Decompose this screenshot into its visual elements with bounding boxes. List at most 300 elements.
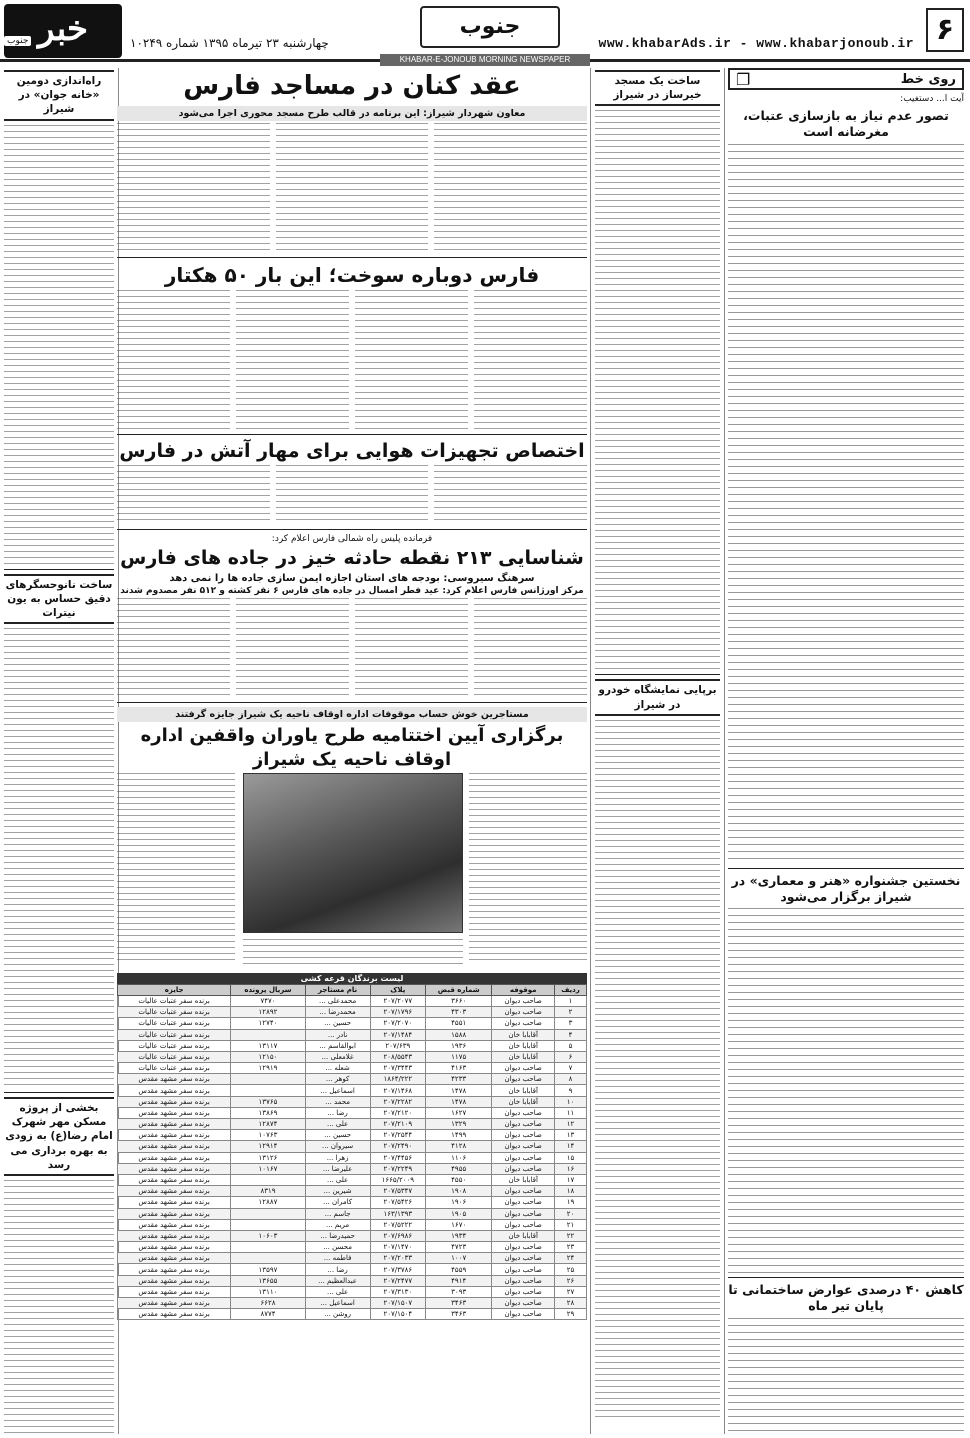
table-cell: برنده سفر مشهد مقدس <box>118 1141 231 1152</box>
table-cell: صاحب دیوان <box>492 1219 555 1230</box>
table-cell: اسماعیل ... <box>305 1298 370 1309</box>
table-row <box>118 1051 587 1062</box>
table-cell: ۱۹ <box>555 1197 587 1208</box>
table-cell: آقابابا خان <box>492 1085 555 1096</box>
table-cell: برنده سفر مشهد مقدس <box>118 1275 231 1286</box>
article-body <box>595 110 720 670</box>
article-body <box>4 125 114 565</box>
table-cell <box>231 1074 305 1085</box>
table-cell: ۳۴۶۳ <box>426 1309 492 1320</box>
table-cell: ۱۱۷۵ <box>426 1051 492 1062</box>
table-cell: ۱۱ <box>555 1107 587 1118</box>
article-title: نخستین جشنواره «هنر و معماری» در شیراز برگزار می‌شود <box>731 872 961 904</box>
table-cell: برنده سفر مشهد مقدس <box>118 1186 231 1197</box>
article-title: راه‌اندازی دومین «خانه جوان» در شیراز <box>4 70 114 121</box>
table-cell: ۱۰۷۶۳ <box>231 1130 305 1141</box>
narrow-column <box>595 68 720 1434</box>
table-cell: صاحب دیوان <box>492 1018 555 1029</box>
table-cell: ۲۰۷/۲۵۴۴ <box>370 1130 425 1141</box>
table-cell: عبدالعظیم ... <box>305 1275 370 1286</box>
table-row <box>118 1119 587 1130</box>
table-cell: ۲۴ <box>555 1253 587 1264</box>
table-cell: ۲۰۷/۲۱۰۹ <box>370 1119 425 1130</box>
table-cell: حسین ... <box>305 1130 370 1141</box>
table-cell: اسماعیل ... <box>305 1085 370 1096</box>
table-cell: ۲۰۷/۳۱۳۰ <box>370 1286 425 1297</box>
table-cell: ۱۹۰۵ <box>426 1208 492 1219</box>
headline-kicker: فرمانده پلیس راه شمالی فارس اعلام کرد: <box>271 534 433 545</box>
table-cell: ۴۳۰۳ <box>426 1007 492 1018</box>
table-cell <box>231 1085 305 1096</box>
table-cell: برنده سفر مشهد مقدس <box>118 1174 231 1185</box>
table-cell: ۲۰۷/۳۷۸۶ <box>370 1264 425 1275</box>
table-cell: ۴۹۵۵ <box>426 1163 492 1174</box>
article-body <box>117 465 587 525</box>
headline-kicker: مستاجرین خوش حساب موقوفات اداره اوقاف ناحیه یک شیراز جایزه گرفتند <box>117 707 587 722</box>
table-cell: آقابابا خان <box>492 1051 555 1062</box>
table-cell: آقابابا خان <box>492 1040 555 1051</box>
table-cell: صاحب دیوان <box>492 1141 555 1152</box>
table-cell: ۲۰۷/۳۴۴۳ <box>370 1063 425 1074</box>
table-cell: ۲۱ <box>555 1219 587 1230</box>
table-cell: ۲۰۷/۱۷۹۶ <box>370 1007 425 1018</box>
table-cell: ۲۰۷/۲۲۴۹ <box>370 1163 425 1174</box>
table-cell: ۲۰۷/۲۲۸۲ <box>370 1096 425 1107</box>
table-header: جایزه <box>118 984 231 995</box>
table-cell: ۱۴۹۹ <box>426 1130 492 1141</box>
article-body <box>4 1180 114 1434</box>
table-cell: ۱۳۶۵۵ <box>231 1275 305 1286</box>
table-cell: آقابابا خان <box>492 1174 555 1185</box>
column-divider <box>590 68 591 1434</box>
table-cell: ۴۷۲۳ <box>426 1242 492 1253</box>
table-row <box>118 1018 587 1029</box>
table-cell: ۲۰۷/۲۰۳۳ <box>370 1253 425 1264</box>
table-cell: صاحب دیوان <box>492 1007 555 1018</box>
document-icon: ❐ <box>736 69 751 89</box>
table-cell: علی ... <box>305 1119 370 1130</box>
strapline: KHABAR-E-JONOUB MORNING NEWSPAPER <box>380 54 590 66</box>
table-cell: ۲۰۷/۱۵۰۷ <box>370 1298 425 1309</box>
awqaf-article <box>117 773 587 973</box>
table-cell: ۲۲ <box>555 1230 587 1241</box>
table-cell: برنده سفر مشهد مقدس <box>118 1298 231 1309</box>
table-row <box>118 1253 587 1264</box>
table-cell: برنده سفر عتبات عالیات <box>118 1018 231 1029</box>
table-cell: صاحب دیوان <box>492 1152 555 1163</box>
table-row <box>118 1208 587 1219</box>
table-cell: ۸۷۷۴ <box>231 1309 305 1320</box>
table-cell: ۲۰۷/۶۹۸۶ <box>370 1230 425 1241</box>
table-cell: برنده سفر مشهد مقدس <box>118 1264 231 1275</box>
table-row <box>118 1219 587 1230</box>
table-cell: ۲۰۸/۵۵۴۳ <box>370 1051 425 1062</box>
table-row <box>118 1242 587 1253</box>
table-header: شماره قبض <box>426 984 492 995</box>
table-cell: ۱۶ <box>555 1163 587 1174</box>
table-cell <box>231 1208 305 1219</box>
table-cell: ۴۱۶۳ <box>426 1063 492 1074</box>
table-cell: روشن ... <box>305 1309 370 1320</box>
article-body <box>117 598 587 698</box>
table-cell: صاحب دیوان <box>492 1074 555 1085</box>
table-cell: برنده سفر مشهد مقدس <box>118 1253 231 1264</box>
table-cell: برنده سفر مشهد مقدس <box>118 1130 231 1141</box>
table-cell: صاحب دیوان <box>492 1107 555 1118</box>
article-kicker: آیت ا... دستغیب: <box>900 94 964 104</box>
table-cell: ۱۳۱۱۰ <box>231 1286 305 1297</box>
table-row <box>118 995 587 1006</box>
headline-awqaf: برگزاری آیین اختتامیه طرح یاوران واقفین اداره اوقاف ناحیه یک شیراز <box>140 725 564 770</box>
table-cell: صاحب دیوان <box>492 1119 555 1130</box>
table-cell: ۱۸ <box>555 1186 587 1197</box>
table-cell: برنده سفر مشهد مقدس <box>118 1096 231 1107</box>
table-row <box>118 1275 587 1286</box>
table-row <box>118 1029 587 1040</box>
table-cell: ۶۶۲۸ <box>231 1298 305 1309</box>
winners-table <box>117 984 587 1320</box>
table-cell: برنده سفر مشهد مقدس <box>118 1286 231 1297</box>
table-cell: ۳۶۶۰ <box>426 995 492 1006</box>
article-title: کاهش ۴۰ درصدی عوارض ساختمانی تا پایان تیر ماه <box>728 1282 964 1314</box>
table-cell: ۱۰۱۶۷ <box>231 1163 305 1174</box>
table-cell: برنده سفر مشهد مقدس <box>118 1208 231 1219</box>
article-body <box>469 773 587 963</box>
table-row <box>118 1309 587 1320</box>
table-header: نام مستاجر <box>305 984 370 995</box>
table-cell: سیروان ... <box>305 1141 370 1152</box>
table-cell: آقابابا خان <box>492 1096 555 1107</box>
section-title: جنوب <box>420 6 560 48</box>
table-cell: ۲۷ <box>555 1286 587 1297</box>
article-body <box>4 628 114 1088</box>
divider <box>117 702 587 703</box>
subheadline: مرکز اورژانس فارس اعلام کرد: عید فطر امسال در جاده های فارس ۶ نفر کشته و ۵۱۲ نفر مصدوم شدند <box>120 586 584 597</box>
table-cell: ۲۰۷/۲۰۷۰ <box>370 1018 425 1029</box>
table-cell: صاحب دیوان <box>492 1253 555 1264</box>
table-cell: ابوالقاسم ... <box>305 1040 370 1051</box>
table-cell <box>231 1029 305 1040</box>
table-cell: جاسم ... <box>305 1208 370 1219</box>
table-cell: ۲۰ <box>555 1208 587 1219</box>
table-cell: ۱۰ <box>555 1096 587 1107</box>
table-cell: برنده سفر مشهد مقدس <box>118 1085 231 1096</box>
table-cell: نادر ... <box>305 1029 370 1040</box>
left-column <box>4 68 114 1434</box>
table-cell: ۲ <box>555 1007 587 1018</box>
table-cell: ۱۷ <box>555 1174 587 1185</box>
right-column <box>728 68 964 1434</box>
headline-accident-points: شناسایی ۲۱۳ نقطه حادثه خیز در جاده های فارس <box>120 547 584 570</box>
table-cell: آقابابا خان <box>492 1230 555 1241</box>
subheadline: سرهنگ سیروسی: بودجه های استان اجازه ایمن سازی جاده ها را نمی دهد <box>169 573 535 585</box>
table-cell: ۱۳۲۹ <box>426 1119 492 1130</box>
table-cell: صاحب دیوان <box>492 1208 555 1219</box>
table-cell: ۱۵۸۸ <box>426 1029 492 1040</box>
table-cell: ۱۲۹۱۴ <box>231 1141 305 1152</box>
table-cell: ۲۰۷/۶۳۹ <box>370 1040 425 1051</box>
table-cell: برنده سفر مشهد مقدس <box>118 1119 231 1130</box>
table-cell: صاحب دیوان <box>492 1186 555 1197</box>
table-title: لیست برندگان قرعه کشی <box>117 973 587 984</box>
table-cell: برنده سفر عتبات عالیات <box>118 1040 231 1051</box>
table-cell: برنده سفر مشهد مقدس <box>118 1152 231 1163</box>
table-cell: ۱۵ <box>555 1152 587 1163</box>
table-cell: ۱۰۶۰۳ <box>231 1230 305 1241</box>
table-cell: ۲۹ <box>555 1309 587 1320</box>
table-cell <box>231 1242 305 1253</box>
headline-main: عقد کنان در مساجد فارس <box>183 71 521 101</box>
table-row <box>118 1174 587 1185</box>
table-cell: ۱۸۶۴/۲۲۲ <box>370 1074 425 1085</box>
headline-kicker: معاون شهردار شیراز: این برنامه در قالب طرح مسجد محوری اجرا می‌شود <box>117 106 587 121</box>
table-cell: ۲۸ <box>555 1298 587 1309</box>
table-cell: علی ... <box>305 1286 370 1297</box>
table-cell: برنده سفر مشهد مقدس <box>118 1219 231 1230</box>
table-row <box>118 1096 587 1107</box>
table-cell: برنده سفر عتبات عالیات <box>118 1007 231 1018</box>
table-header: پلاک <box>370 984 425 995</box>
table-cell: شعله ... <box>305 1063 370 1074</box>
table-cell: ۱۲۸۸۷ <box>231 1197 305 1208</box>
headline-fire: فارس دوباره سوخت؛ این بار ۵۰ هکتار <box>164 262 540 287</box>
table-cell: ۳۰۹۳ <box>426 1286 492 1297</box>
table-cell: ۵ <box>555 1040 587 1051</box>
table-cell: برنده سفر مشهد مقدس <box>118 1309 231 1320</box>
table-row <box>118 1063 587 1074</box>
table-cell: ۱ <box>555 995 587 1006</box>
table-cell: ۲۰۷/۲۰۷۷ <box>370 995 425 1006</box>
table-cell: محمد ... <box>305 1096 370 1107</box>
article-body <box>728 1318 964 1435</box>
table-cell: کوهر ... <box>305 1074 370 1085</box>
table-cell: ۴ <box>555 1029 587 1040</box>
logo-badge: جنوب <box>4 36 31 46</box>
article-title: تصور عدم نیاز به بازسازی عتبات، مغرضانه است <box>743 108 949 140</box>
table-cell: ۱۳۸۶۹ <box>231 1107 305 1118</box>
table-cell: صاحب دیوان <box>492 995 555 1006</box>
table-cell: ۲۳ <box>555 1242 587 1253</box>
divider <box>595 674 720 675</box>
issue-date: چهارشنبه ۲۳ تیرماه ۱۳۹۵ شماره ۱۰۲۴۹ <box>130 36 329 50</box>
table-header: سریال پرونده <box>231 984 305 995</box>
article-body <box>243 939 463 965</box>
table-cell: برنده سفر عتبات عالیات <box>118 1063 231 1074</box>
article-body <box>117 773 235 963</box>
article-title: بخشی از پروژه مسکن مهر شهرک امام رضا(ع) به زودی به بهره برداری می رسد <box>4 1097 114 1176</box>
table-cell: برنده سفر مشهد مقدس <box>118 1163 231 1174</box>
table-header: ردیف <box>555 984 587 995</box>
table-row <box>118 1141 587 1152</box>
table-cell: محسن ... <box>305 1242 370 1253</box>
table-cell: برنده سفر عتبات عالیات <box>118 1029 231 1040</box>
table-row <box>118 1007 587 1018</box>
table-row <box>118 1163 587 1174</box>
table-cell: ۱۶۷۰ <box>426 1219 492 1230</box>
table-cell: صاحب دیوان <box>492 1298 555 1309</box>
table-cell: ۴۵۵۰ <box>426 1174 492 1185</box>
table-row <box>118 1107 587 1118</box>
table-cell: ۷ <box>555 1063 587 1074</box>
table-header: موقوفه <box>492 984 555 995</box>
table-cell: ۴۵۵۱ <box>426 1018 492 1029</box>
table-cell: ۲۰۷/۲۴۷۷ <box>370 1275 425 1286</box>
table-cell: ۱۳۵۹۷ <box>231 1264 305 1275</box>
table-cell: ۱۹۳۶ <box>426 1040 492 1051</box>
table-cell: ۱۲۸۹۲ <box>231 1007 305 1018</box>
table-cell: علیرضا ... <box>305 1163 370 1174</box>
table-cell: ۴۱۲۸ <box>426 1141 492 1152</box>
table-cell: ۴۵۵۹ <box>426 1264 492 1275</box>
table-cell: ۱۶۲۷ <box>426 1107 492 1118</box>
page-number: ۶ <box>926 8 964 52</box>
table-cell: ۲۰۷/۱۵۰۴ <box>370 1309 425 1320</box>
rooye-khat-box <box>728 68 964 90</box>
table-cell: مریم ... <box>305 1219 370 1230</box>
table-cell: ۱۶۶۵/۲۰۰۹ <box>370 1174 425 1185</box>
table-cell: صاحب دیوان <box>492 1275 555 1286</box>
table-cell <box>231 1174 305 1185</box>
table-cell: ۱۳۱۱۷ <box>231 1040 305 1051</box>
table-cell: ۲۰۷/۱۴۸۴ <box>370 1029 425 1040</box>
table-cell: ۱۲۷۴۰ <box>231 1018 305 1029</box>
table-row <box>118 1130 587 1141</box>
table-cell: ۱۲۸۷۴ <box>231 1119 305 1130</box>
table-row <box>118 1286 587 1297</box>
table-cell: رضا ... <box>305 1107 370 1118</box>
table-cell: برنده سفر مشهد مقدس <box>118 1074 231 1085</box>
table-cell: برنده سفر مشهد مقدس <box>118 1197 231 1208</box>
table-cell: ۴۹۱۴ <box>426 1275 492 1286</box>
table-cell: ۲۶ <box>555 1275 587 1286</box>
table-cell: ۱۶۳/۱۳۹۳ <box>370 1208 425 1219</box>
table-cell: ۱۱۰۶ <box>426 1152 492 1163</box>
table-cell: برنده سفر عتبات عالیات <box>118 995 231 1006</box>
table-cell: ۲۰۷/۱۴۷۰ <box>370 1242 425 1253</box>
newspaper-logo: خبر <box>4 4 122 58</box>
table-cell: ۷۴۷۰ <box>231 995 305 1006</box>
table-cell: صاحب دیوان <box>492 1163 555 1174</box>
table-cell: ۲۰۷/۵۳۴۷ <box>370 1186 425 1197</box>
table-cell: صاحب دیوان <box>492 1286 555 1297</box>
table-row <box>118 1230 587 1241</box>
table-cell: صاحب دیوان <box>492 1063 555 1074</box>
table-cell: کامران ... <box>305 1197 370 1208</box>
divider <box>4 1092 114 1093</box>
table-cell <box>231 1253 305 1264</box>
table-cell <box>231 1219 305 1230</box>
table-cell: صاحب دیوان <box>492 1309 555 1320</box>
table-cell: ۱۹۳۴ <box>426 1230 492 1241</box>
rooye-khat-label: روی خط <box>900 71 956 87</box>
table-cell: شیرین ... <box>305 1186 370 1197</box>
article-title: برپایی نمایشگاه خودرو در شیراز <box>595 679 720 715</box>
table-cell: علی ... <box>305 1174 370 1185</box>
table-cell: ۹ <box>555 1085 587 1096</box>
table-row <box>118 1186 587 1197</box>
table-cell: ۲۰۷/۲۱۲۰ <box>370 1107 425 1118</box>
table-cell: ۸ <box>555 1074 587 1085</box>
table-cell: ۱۹۰۸ <box>426 1186 492 1197</box>
divider <box>117 257 587 258</box>
table-cell: ۱۲ <box>555 1119 587 1130</box>
table-cell: ۲۰۷/۴۴۵۶ <box>370 1152 425 1163</box>
table-cell: ۳۴۶۳ <box>426 1298 492 1309</box>
table-cell: ۱۹۰۶ <box>426 1197 492 1208</box>
article-body <box>117 290 587 430</box>
table-cell: رضا ... <box>305 1264 370 1275</box>
table-cell: صاحب دیوان <box>492 1264 555 1275</box>
table-cell: ۲۰۷/۵۲۲۲ <box>370 1219 425 1230</box>
table-cell: ۱۳ <box>555 1130 587 1141</box>
table-cell: حسین ... <box>305 1018 370 1029</box>
table-cell: ۱۳۷۶۵ <box>231 1096 305 1107</box>
table-cell: برنده سفر مشهد مقدس <box>118 1242 231 1253</box>
table-row <box>118 1197 587 1208</box>
table-cell: ۱۴ <box>555 1141 587 1152</box>
article-title: ساخت نانوحسگرهای دقیق حساس به یون نیترات <box>4 574 114 625</box>
table-cell: ۳ <box>555 1018 587 1029</box>
table-cell: صاحب دیوان <box>492 1130 555 1141</box>
table-cell: ۱۲۹۱۹ <box>231 1063 305 1074</box>
table-cell: غلامعلی ... <box>305 1051 370 1062</box>
table-row <box>118 1152 587 1163</box>
ceremony-photo <box>243 773 463 933</box>
table-cell: ۲۰۷/۵۴۲۶ <box>370 1197 425 1208</box>
table-row <box>118 1085 587 1096</box>
table-cell: آقابابا خان <box>492 1029 555 1040</box>
table-row <box>118 1264 587 1275</box>
divider <box>117 529 587 530</box>
table-cell: ۲۰۷/۱۴۶۸ <box>370 1085 425 1096</box>
table-cell: برنده سفر مشهد مقدس <box>118 1230 231 1241</box>
site-urls[interactable]: www.khabarAds.ir - www.khabarjonoub.ir <box>598 36 914 51</box>
divider <box>728 868 964 869</box>
table-cell: برنده سفر عتبات عالیات <box>118 1051 231 1062</box>
table-cell: محمدعلی ... <box>305 995 370 1006</box>
masthead <box>0 0 970 62</box>
article-body <box>728 908 964 1273</box>
center-column <box>117 68 587 1434</box>
table-cell: ۱۳۱۲۶ <box>231 1152 305 1163</box>
divider <box>117 434 587 435</box>
table-row <box>118 1040 587 1051</box>
table-cell: ۱۰۰۷ <box>426 1253 492 1264</box>
table-cell: ۲۰۷/۲۴۹۰ <box>370 1141 425 1152</box>
table-cell: ۱۴۷۸ <box>426 1085 492 1096</box>
table-cell: ۱۲۱۵۰ <box>231 1051 305 1062</box>
divider <box>4 569 114 570</box>
table-cell: صاحب دیوان <box>492 1242 555 1253</box>
divider <box>728 1277 964 1278</box>
table-cell: ۲۵ <box>555 1264 587 1275</box>
table-row <box>118 1074 587 1085</box>
table-cell: ۴۲۳۳ <box>426 1074 492 1085</box>
table-cell: صاحب دیوان <box>492 1197 555 1208</box>
table-cell: حمیدرضا ... <box>305 1230 370 1241</box>
column-divider <box>724 68 725 1434</box>
table-cell: زهرا ... <box>305 1152 370 1163</box>
table-cell: ۸۳۱۹ <box>231 1186 305 1197</box>
table-row <box>118 1298 587 1309</box>
article-body <box>117 123 587 253</box>
table-cell: ۶ <box>555 1051 587 1062</box>
headline-air-equipment: اختصاص تجهیزات هوایی برای مهار آتش در فارس <box>119 439 585 462</box>
table-cell: ۱۴۷۸ <box>426 1096 492 1107</box>
table-cell: فاطمه ... <box>305 1253 370 1264</box>
table-cell: برنده سفر مشهد مقدس <box>118 1107 231 1118</box>
article-body <box>595 720 720 1420</box>
